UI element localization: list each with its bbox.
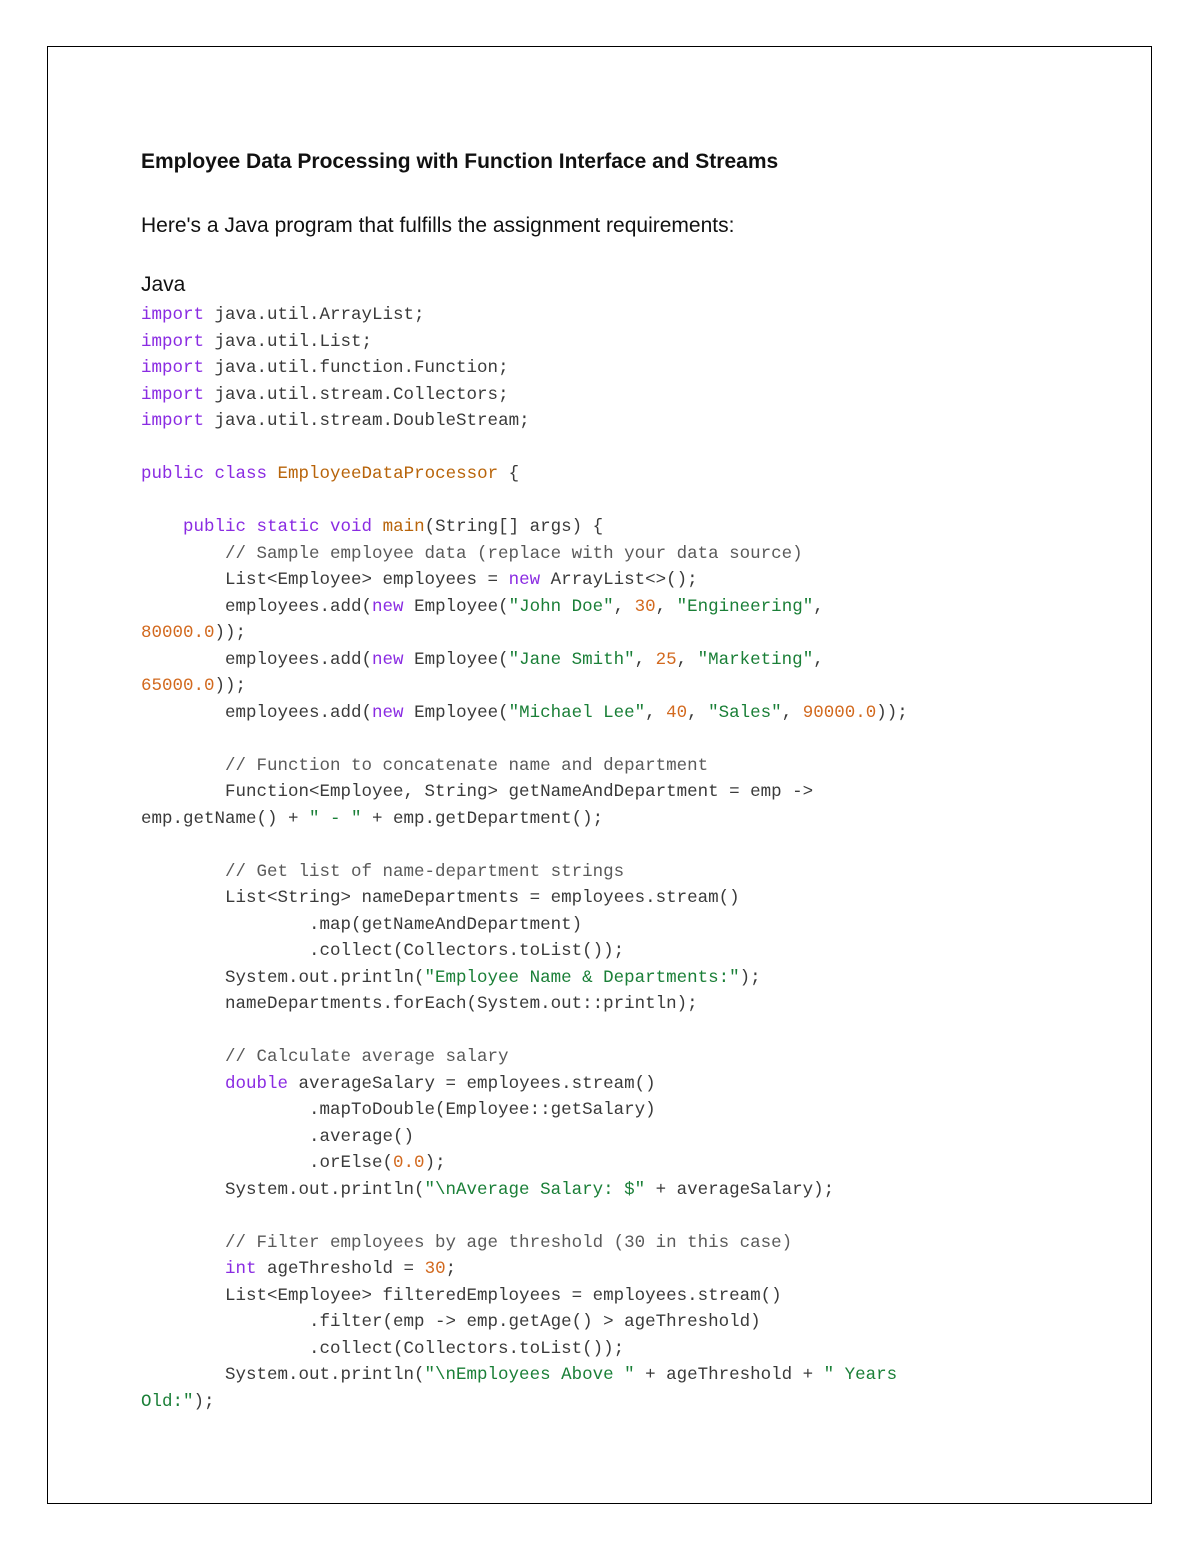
- code-comment: // Sample employee data (replace with your data source): [141, 543, 803, 564]
- code-number: 30: [634, 596, 656, 617]
- code-number: 0.0: [393, 1153, 425, 1173]
- code-comment: // Filter employees by age threshold (30 in this case): [141, 1232, 793, 1253]
- code-text: System.out.println(: [141, 1179, 425, 1200]
- code-line: [141, 700, 1141, 727]
- code-text: ,: [645, 702, 667, 723]
- code-number: 25: [655, 649, 677, 670]
- code-string: " - ": [309, 808, 362, 829]
- code-keyword: import: [141, 305, 205, 325]
- code-text: );: [424, 1153, 446, 1173]
- code-line: [141, 726, 1141, 753]
- code-text: {: [498, 464, 520, 484]
- code-identifier: EmployeeDataProcessor: [277, 464, 499, 484]
- code-keyword: import: [141, 411, 205, 431]
- code-text: List<Employee> employees =: [141, 570, 509, 590]
- code-line: [141, 1309, 1141, 1336]
- code-string: "Engineering": [676, 596, 814, 617]
- code-text: java.util.List;: [204, 331, 373, 352]
- code-line: [141, 1203, 1141, 1230]
- code-text: ageThreshold =: [256, 1259, 425, 1279]
- code-string: "Jane Smith": [508, 649, 635, 670]
- code-text: [372, 517, 383, 537]
- code-text: System.out.println(: [141, 1365, 425, 1385]
- code-line: [141, 594, 1141, 621]
- code-text: );: [739, 967, 761, 988]
- code-line: [141, 885, 1141, 912]
- code-text: .orElse(: [141, 1153, 394, 1173]
- code-text: ,: [634, 649, 656, 670]
- code-keyword: int: [225, 1259, 257, 1279]
- code-comment: // Get list of name-department strings: [141, 861, 625, 882]
- code-text: + emp.getDepartment();: [361, 808, 604, 829]
- code-text: [141, 517, 183, 537]
- code-identifier: main: [382, 517, 425, 537]
- code-comment: // Calculate average salary: [141, 1047, 509, 1067]
- code-text: ));: [214, 623, 247, 643]
- code-line: [141, 488, 1141, 515]
- code-line: [141, 1044, 1141, 1071]
- code-line: [141, 647, 1141, 674]
- code-text: emp.getName() +: [141, 808, 310, 829]
- code-line: [141, 461, 1141, 488]
- code-text: .collect(Collectors.toList());: [141, 1338, 625, 1359]
- code-text: ,: [687, 702, 709, 723]
- code-line: [141, 408, 1141, 435]
- code-line: [141, 673, 1141, 700]
- code-keyword: new: [372, 596, 404, 617]
- code-line: [141, 302, 1141, 329]
- code-keyword: import: [141, 384, 205, 405]
- code-line: [141, 753, 1141, 780]
- code-line: [141, 1124, 1141, 1151]
- code-text: ,: [813, 649, 824, 670]
- code-string: "John Doe": [508, 596, 614, 617]
- code-line: [141, 1362, 1141, 1389]
- code-block: [141, 302, 1141, 1415]
- code-text: (String[] args) {: [424, 517, 604, 537]
- code-text: ArrayList<>();: [540, 570, 698, 590]
- code-text: employees.add(: [141, 649, 373, 670]
- code-line: [141, 1097, 1141, 1124]
- code-line: [141, 435, 1141, 462]
- code-keyword: new: [372, 649, 404, 670]
- code-line: [141, 1018, 1141, 1045]
- code-text: .filter(emp -> emp.getAge() > ageThreshold): [141, 1312, 761, 1332]
- code-text: Function<Employee, String> getNameAndDepartment = emp ->: [141, 782, 814, 802]
- code-line: [141, 991, 1141, 1018]
- code-string: "Sales": [708, 702, 782, 723]
- code-text: .map(getNameAndDepartment): [141, 914, 583, 935]
- code-line: [141, 1283, 1141, 1310]
- code-text: [141, 1259, 225, 1279]
- code-line: [141, 832, 1141, 859]
- code-line: [141, 1389, 1141, 1416]
- code-text: .collect(Collectors.toList());: [141, 941, 625, 961]
- code-line: [141, 1336, 1141, 1363]
- code-line: [141, 938, 1141, 965]
- code-text: ,: [813, 596, 824, 617]
- code-keyword: double: [225, 1073, 289, 1094]
- code-line: [141, 541, 1141, 568]
- code-line: [141, 567, 1141, 594]
- code-text: .average(): [141, 1126, 415, 1147]
- code-comment: // Function to concatenate name and department: [141, 755, 709, 776]
- code-line: [141, 1177, 1141, 1204]
- code-text: java.util.ArrayList;: [204, 305, 425, 325]
- code-string: " Years: [823, 1365, 898, 1385]
- code-text: .mapToDouble(Employee::getSalary): [141, 1100, 656, 1120]
- code-text: java.util.stream.DoubleStream;: [204, 411, 530, 431]
- code-line: [141, 382, 1141, 409]
- code-text: java.util.stream.Collectors;: [204, 384, 509, 405]
- code-line: [141, 1071, 1141, 1098]
- code-number: 80000.0: [141, 623, 215, 643]
- code-line: [141, 1256, 1141, 1283]
- code-line: [141, 779, 1141, 806]
- code-line: [141, 355, 1141, 382]
- code-string: Old:": [141, 1391, 194, 1412]
- code-line: [141, 1230, 1141, 1257]
- code-line: [141, 965, 1141, 992]
- code-line: [141, 620, 1141, 647]
- code-text: ));: [214, 676, 247, 696]
- code-text: List<String> nameDepartments = employees.stream(): [141, 888, 740, 908]
- code-text: employees.add(: [141, 596, 373, 617]
- code-text: List<Employee> filteredEmployees = employees.stream(): [141, 1285, 782, 1306]
- code-text: ,: [676, 649, 698, 670]
- code-keyword: import: [141, 331, 205, 352]
- code-text: java.util.function.Function;: [204, 358, 509, 378]
- code-text: );: [193, 1391, 215, 1412]
- code-keyword: new: [372, 702, 404, 723]
- code-string: "Michael Lee": [508, 702, 646, 723]
- code-text: [267, 464, 278, 484]
- code-line: [141, 329, 1141, 356]
- intro-paragraph: Here's a Java program that fulfills the assignment requirements:: [141, 214, 735, 237]
- code-string: "Employee Name & Departments:": [424, 967, 740, 988]
- code-text: ,: [613, 596, 635, 617]
- code-keyword: public class: [141, 464, 268, 484]
- code-line: [141, 514, 1141, 541]
- code-number: 65000.0: [141, 676, 215, 696]
- code-text: averageSalary = employees.stream(): [288, 1073, 656, 1094]
- code-language-label: Java: [141, 273, 186, 296]
- code-text: ;: [445, 1259, 457, 1279]
- code-text: ,: [781, 702, 803, 723]
- code-text: [141, 1074, 225, 1094]
- code-string: "\nAverage Salary: $": [424, 1179, 646, 1200]
- code-number: 30: [424, 1259, 446, 1279]
- code-line: [141, 912, 1141, 939]
- code-text: employees.add(: [141, 702, 373, 723]
- code-text: + averageSalary);: [645, 1179, 835, 1200]
- code-keyword: new: [508, 570, 541, 590]
- code-number: 40: [666, 702, 688, 723]
- code-text: System.out.println(: [141, 967, 425, 988]
- document-title: Employee Data Processing with Function Interface and Streams: [141, 150, 779, 173]
- code-text: Employee(: [403, 702, 509, 723]
- code-text: nameDepartments.forEach(System.out::println);: [141, 994, 698, 1014]
- code-string: "Marketing": [697, 649, 814, 670]
- code-text: + ageThreshold +: [634, 1365, 824, 1385]
- code-line: [141, 859, 1141, 886]
- code-string: "\nEmployees Above ": [424, 1365, 635, 1385]
- code-line: [141, 806, 1141, 833]
- code-number: 90000.0: [802, 702, 877, 723]
- code-text: Employee(: [403, 596, 509, 617]
- code-text: Employee(: [403, 649, 509, 670]
- code-text: ));: [876, 702, 908, 723]
- code-keyword: import: [141, 358, 205, 378]
- code-text: ,: [655, 596, 677, 617]
- code-keyword: public static void: [183, 517, 373, 537]
- code-line: [141, 1150, 1141, 1177]
